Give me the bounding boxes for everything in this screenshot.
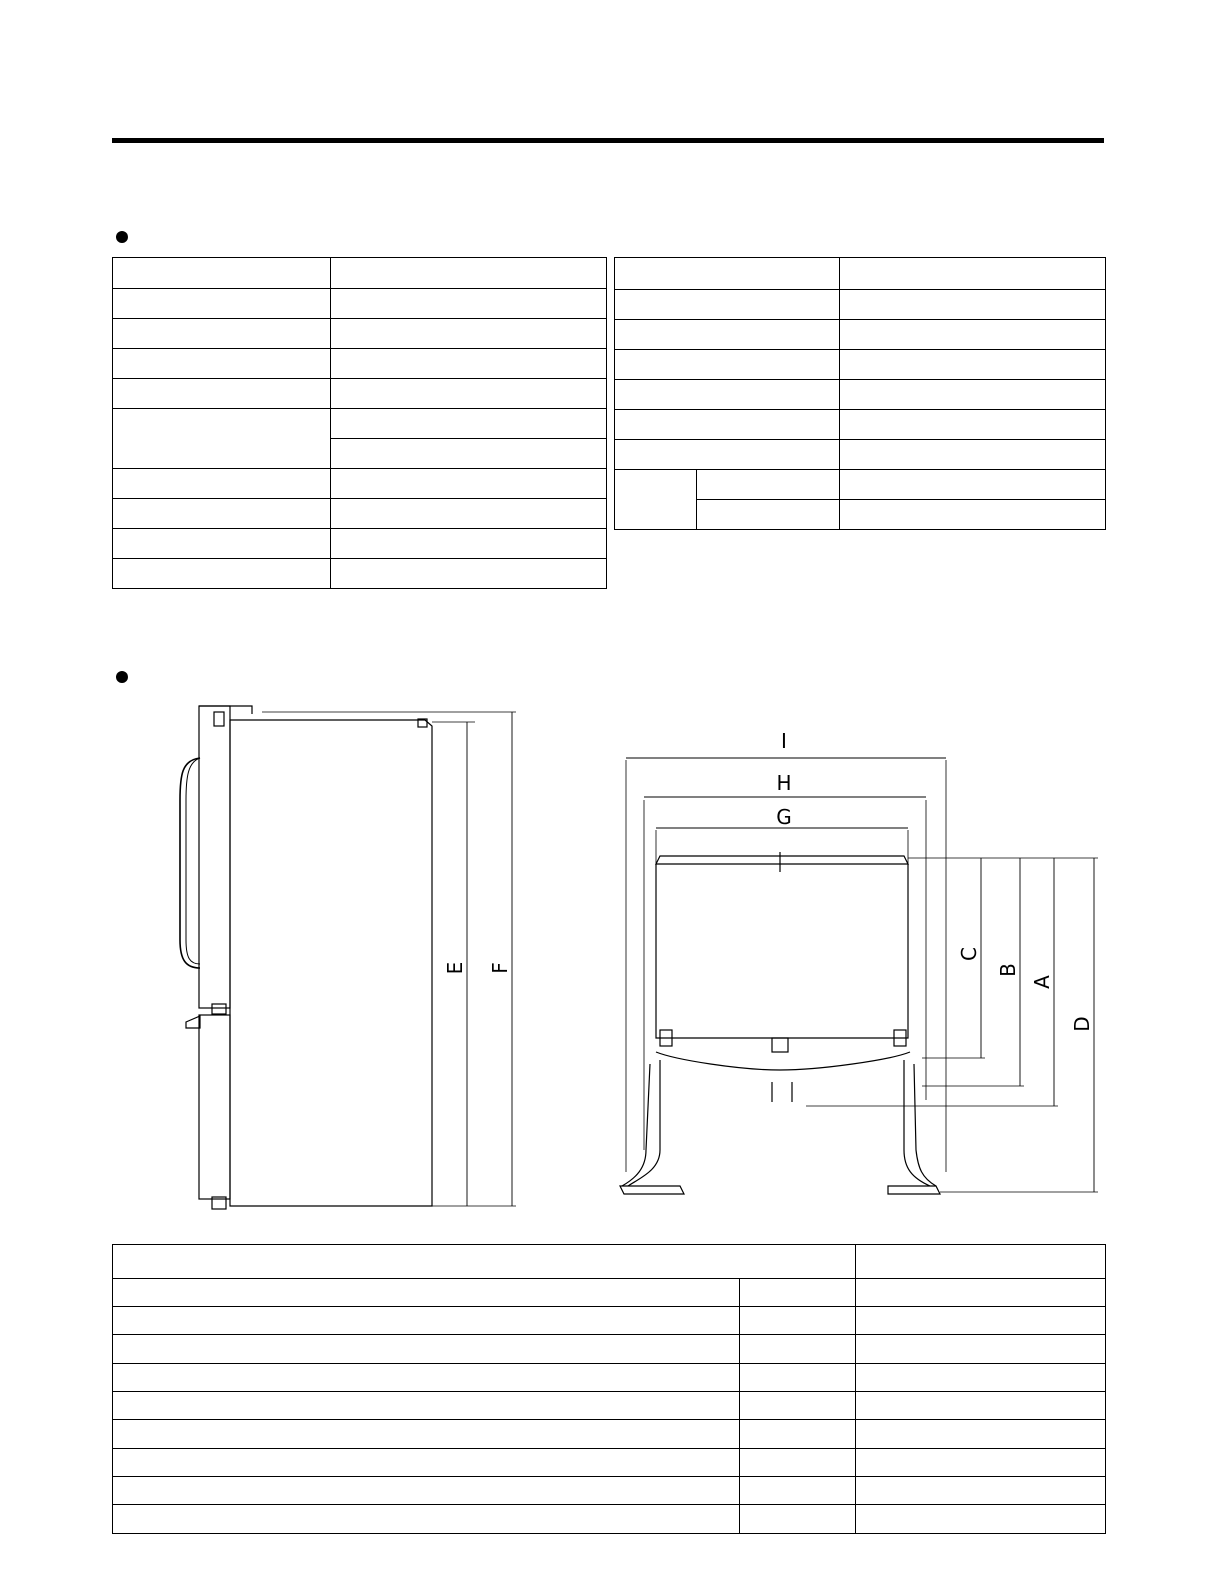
dimension-label-e: E [443,961,467,975]
dimension-label-g: G [776,805,792,829]
table-row [113,1307,1106,1335]
side-cabinet [230,720,432,1206]
front-door-panel [656,864,908,1038]
dimension-label-a: A [1030,975,1054,989]
front-door-arc [656,1052,910,1070]
dimension-label-d: D [1070,1016,1094,1032]
side-lower-door [199,1015,230,1199]
table-row [113,1505,1106,1534]
dimension-label-b: B [996,963,1020,977]
side-upper-door [199,706,230,1008]
table-row [113,1279,1106,1307]
table-row [113,1392,1106,1420]
table-row [113,1449,1106,1477]
side-middle-hinge [212,1004,226,1014]
dimension-table [112,1244,1106,1534]
side-top-hinge [214,712,224,726]
front-top-cover [656,856,908,864]
front-view-drawing [620,758,1098,1194]
dimension-label-i: I [781,729,787,753]
table-row [113,1335,1106,1364]
front-center-hinge [772,1038,788,1052]
table-row [113,1420,1106,1449]
table-row [113,1477,1106,1505]
side-door-handle [180,758,200,968]
front-right-foot [888,1186,940,1194]
dimension-label-c: C [957,947,981,961]
dimension-label-h: H [776,771,792,795]
side-view-drawing [180,706,516,1209]
front-left-foot [620,1186,684,1194]
table-row [113,1364,1106,1392]
table-row [113,1245,1106,1279]
side-lower-handle [186,1016,200,1028]
dimension-label-f: F [488,962,512,974]
